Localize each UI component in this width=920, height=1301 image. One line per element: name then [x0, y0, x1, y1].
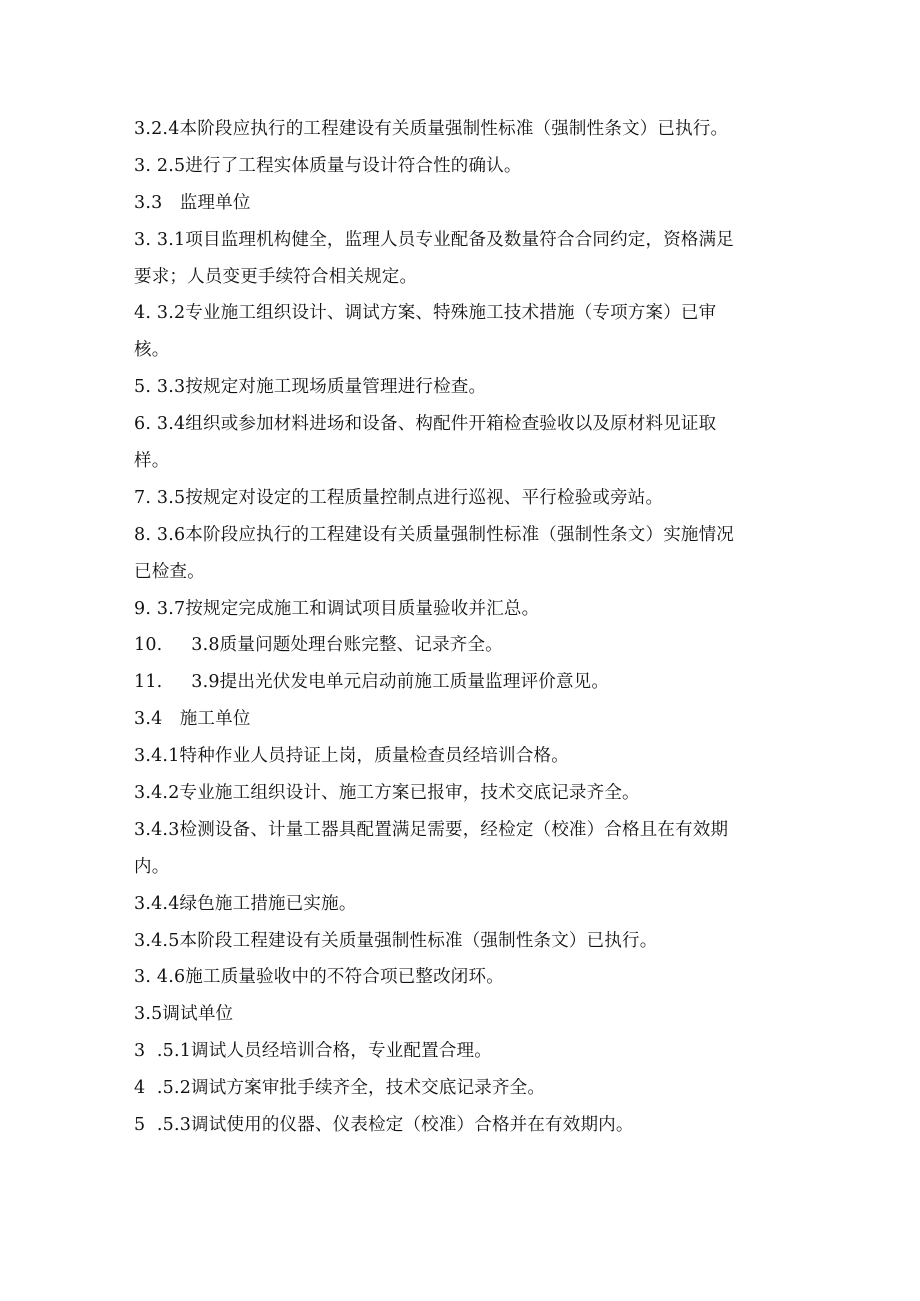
text-line: 内。 [134, 856, 170, 877]
text-line: 4. 3.2专业施工组织设计、调试方案、特殊施工技术措施（专项方案）已审 [134, 303, 717, 324]
text-line: 3 .5.1调试人员经培训合格，专业配置合理。 [134, 1041, 492, 1062]
document-body [134, 111, 794, 1144]
text-line: 5 .5.3调试使用的仪器、仪表检定（校准）合格并在有效期内。 [134, 1115, 634, 1136]
text-line: 3.2.4本阶段应执行的工程建设有关质量强制性标准（强制性条文）已执行。 [134, 119, 729, 139]
text-line: 核。 [134, 340, 170, 361]
text-line: 11. 3.9提出光伏发电单元启动前施工质量监理评价意见。 [134, 672, 610, 693]
text-line: 10. 3.8质量问题处理台账完整、记录齐全。 [134, 635, 503, 656]
text-line: 6. 3.4组织或参加材料进场和设备、构配件开箱检查验收以及原材料见证取 [134, 414, 717, 435]
text-line: 3.4.4绿色施工措施已实施。 [134, 893, 357, 914]
text-line: 5. 3.3按规定对施工现场质量管理进行检查。 [134, 377, 487, 398]
text-line: 8. 3.6本阶段应执行的工程建设有关质量强制性标准（强制性条文）实施情况 [134, 524, 734, 545]
text-line: 3.4.3检测设备、计量工器具配置满足需要，经检定（校准）合格且在有效期 [134, 819, 729, 840]
text-line: 3.4.1特种作业人员持证上岗，质量检查员经培训合格。 [134, 746, 569, 767]
text-line: 4 .5.2调试方案审批手续齐全，技术交底记录齐全。 [134, 1078, 546, 1099]
section-heading: 3.5调试单位 [134, 1004, 234, 1025]
text-line: 3.4.5本阶段工程建设有关质量强制性标准（强制性条文）已执行。 [134, 930, 658, 951]
text-line: 7. 3.5按规定对设定的工程质量控制点进行巡视、平行检验或旁站。 [134, 487, 664, 508]
text-line: 3. 3.1项目监理机构健全，监理人员专业配备及数量符合合同约定，资格满足 [134, 229, 734, 250]
text-line: 3. 4.6施工质量验收中的不符合项已整改闭环。 [134, 967, 504, 988]
section-heading: 3.4 施工单位 [134, 709, 251, 730]
section-heading: 3.3 监理单位 [134, 192, 251, 213]
text-line: 样。 [134, 451, 170, 472]
text-line: 已检查。 [134, 561, 205, 582]
text-line: 要求；人员变更手续符合相关规定。 [134, 266, 418, 287]
text-line: 3.4.2专业施工组织设计、施工方案已报审，技术交底记录齐全。 [134, 783, 640, 804]
text-line: 9. 3.7按规定完成施工和调试项目质量验收并汇总。 [134, 598, 540, 619]
text-line: 3. 2.5进行了工程实体质量与设计符合性的确认。 [134, 155, 522, 176]
